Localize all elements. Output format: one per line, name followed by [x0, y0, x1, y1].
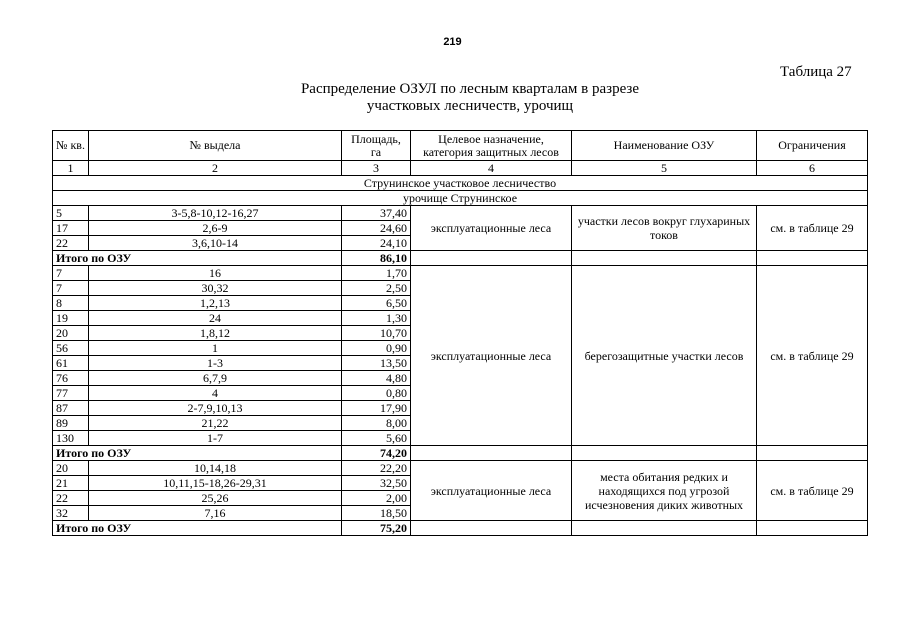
empty-cell	[411, 251, 572, 266]
header-purpose: Целевое назначение, категория защитных лесов	[411, 131, 572, 161]
cell-kv: 61	[53, 356, 89, 371]
cell-area: 10,70	[342, 326, 411, 341]
cell-vydel: 1,2,13	[89, 296, 342, 311]
empty-cell	[757, 251, 868, 266]
cell-vydel: 24	[89, 311, 342, 326]
col-number: 2	[89, 161, 342, 176]
header-vydel: № выдела	[89, 131, 342, 161]
total-row	[53, 251, 868, 266]
total-label: Итого по ОЗУ	[53, 251, 342, 266]
cell-vydel: 1,8,12	[89, 326, 342, 341]
table-label: Таблица 27	[780, 64, 852, 80]
empty-cell	[411, 446, 572, 461]
cell-kv: 7	[53, 281, 89, 296]
cell-purpose: эксплуатационные леса	[411, 206, 572, 251]
title-line-2: участковых лесничеств, урочищ	[366, 98, 574, 114]
cell-kv: 130	[53, 431, 89, 446]
cell-area: 1,30	[342, 311, 411, 326]
cell-vydel: 2,6-9	[89, 221, 342, 236]
cell-area: 6,50	[342, 296, 411, 311]
cell-kv: 21	[53, 476, 89, 491]
cell-area: 2,50	[342, 281, 411, 296]
cell-area: 8,00	[342, 416, 411, 431]
cell-kv: 5	[53, 206, 89, 221]
cell-vydel: 10,11,15-18,26-29,31	[89, 476, 342, 491]
cell-area: 18,50	[342, 506, 411, 521]
header-area: Площадь, га	[342, 131, 411, 161]
cell-area: 24,10	[342, 236, 411, 251]
cell-vydel: 30,32	[89, 281, 342, 296]
empty-cell	[757, 446, 868, 461]
cell-kv: 22	[53, 491, 89, 506]
page-number: 219	[443, 36, 462, 48]
cell-kv: 20	[53, 326, 89, 341]
cell-vydel: 2-7,9,10,13	[89, 401, 342, 416]
cell-kv: 87	[53, 401, 89, 416]
cell-area: 4,80	[342, 371, 411, 386]
cell-kv: 89	[53, 416, 89, 431]
cell-area: 5,60	[342, 431, 411, 446]
cell-ozu: берегозащитные участки лесов	[572, 266, 757, 446]
col-number: 6	[757, 161, 868, 176]
cell-vydel: 10,14,18	[89, 461, 342, 476]
cell-area: 0,80	[342, 386, 411, 401]
cell-kv: 20	[53, 461, 89, 476]
cell-kv: 19	[53, 311, 89, 326]
table-row	[53, 461, 868, 476]
cell-purpose: эксплуатационные леса	[411, 266, 572, 446]
total-row	[53, 521, 868, 536]
cell-area: 24,60	[342, 221, 411, 236]
cell-vydel: 16	[89, 266, 342, 281]
cell-vydel: 1-3	[89, 356, 342, 371]
cell-kv: 56	[53, 341, 89, 356]
document-title	[270, 81, 670, 115]
empty-cell	[757, 521, 868, 536]
total-value: 74,20	[342, 446, 411, 461]
empty-cell	[572, 251, 757, 266]
cell-vydel: 3,6,10-14	[89, 236, 342, 251]
header-ozu: Наименование ОЗУ	[572, 131, 757, 161]
col-number: 4	[411, 161, 572, 176]
cell-kv: 17	[53, 221, 89, 236]
column-numbers-row	[53, 161, 868, 176]
col-number: 1	[53, 161, 89, 176]
table-row	[53, 266, 868, 281]
cell-ozu: участки лесов вокруг глухариных токов	[572, 206, 757, 251]
cell-vydel: 3-5,8-10,12-16,27	[89, 206, 342, 221]
cell-area: 22,20	[342, 461, 411, 476]
cell-area: 13,50	[342, 356, 411, 371]
title-line-1: Распределение ОЗУЛ по лесным кварталам в разрезе	[300, 81, 640, 97]
total-value: 86,10	[342, 251, 411, 266]
cell-ozu: места обитания редких и находящихся под угрозой исчезновения диких животных	[572, 461, 757, 521]
empty-cell	[411, 521, 572, 536]
cell-vydel: 1	[89, 341, 342, 356]
cell-vydel: 7,16	[89, 506, 342, 521]
empty-cell	[572, 521, 757, 536]
total-value: 75,20	[342, 521, 411, 536]
cell-area: 32,50	[342, 476, 411, 491]
cell-purpose: эксплуатационные леса	[411, 461, 572, 521]
col-number: 5	[572, 161, 757, 176]
col-number: 3	[342, 161, 411, 176]
header-limits: Ограничения	[757, 131, 868, 161]
table-row	[53, 206, 868, 221]
tract-name: урочище Струнинское	[53, 191, 868, 206]
cell-vydel: 25,26	[89, 491, 342, 506]
cell-kv: 77	[53, 386, 89, 401]
forestry-name: Струнинское участковое лесничество	[53, 176, 868, 191]
cell-kv: 8	[53, 296, 89, 311]
header-row	[53, 131, 868, 161]
empty-cell	[572, 446, 757, 461]
total-label: Итого по ОЗУ	[53, 521, 342, 536]
cell-limits: см. в таблице 29	[757, 461, 868, 521]
tract-row	[53, 191, 868, 206]
cell-kv: 32	[53, 506, 89, 521]
ozu-table	[52, 130, 868, 536]
cell-area: 17,90	[342, 401, 411, 416]
cell-vydel: 21,22	[89, 416, 342, 431]
cell-area: 0,90	[342, 341, 411, 356]
cell-limits: см. в таблице 29	[757, 266, 868, 446]
total-label: Итого по ОЗУ	[53, 446, 342, 461]
cell-kv: 22	[53, 236, 89, 251]
cell-vydel: 6,7,9	[89, 371, 342, 386]
cell-area: 2,00	[342, 491, 411, 506]
cell-limits: см. в таблице 29	[757, 206, 868, 251]
cell-kv: 7	[53, 266, 89, 281]
cell-vydel: 1-7	[89, 431, 342, 446]
cell-vydel: 4	[89, 386, 342, 401]
cell-kv: 76	[53, 371, 89, 386]
total-row	[53, 446, 868, 461]
header-kv: № кв.	[53, 131, 89, 161]
cell-area: 1,70	[342, 266, 411, 281]
forestry-row	[53, 176, 868, 191]
cell-area: 37,40	[342, 206, 411, 221]
